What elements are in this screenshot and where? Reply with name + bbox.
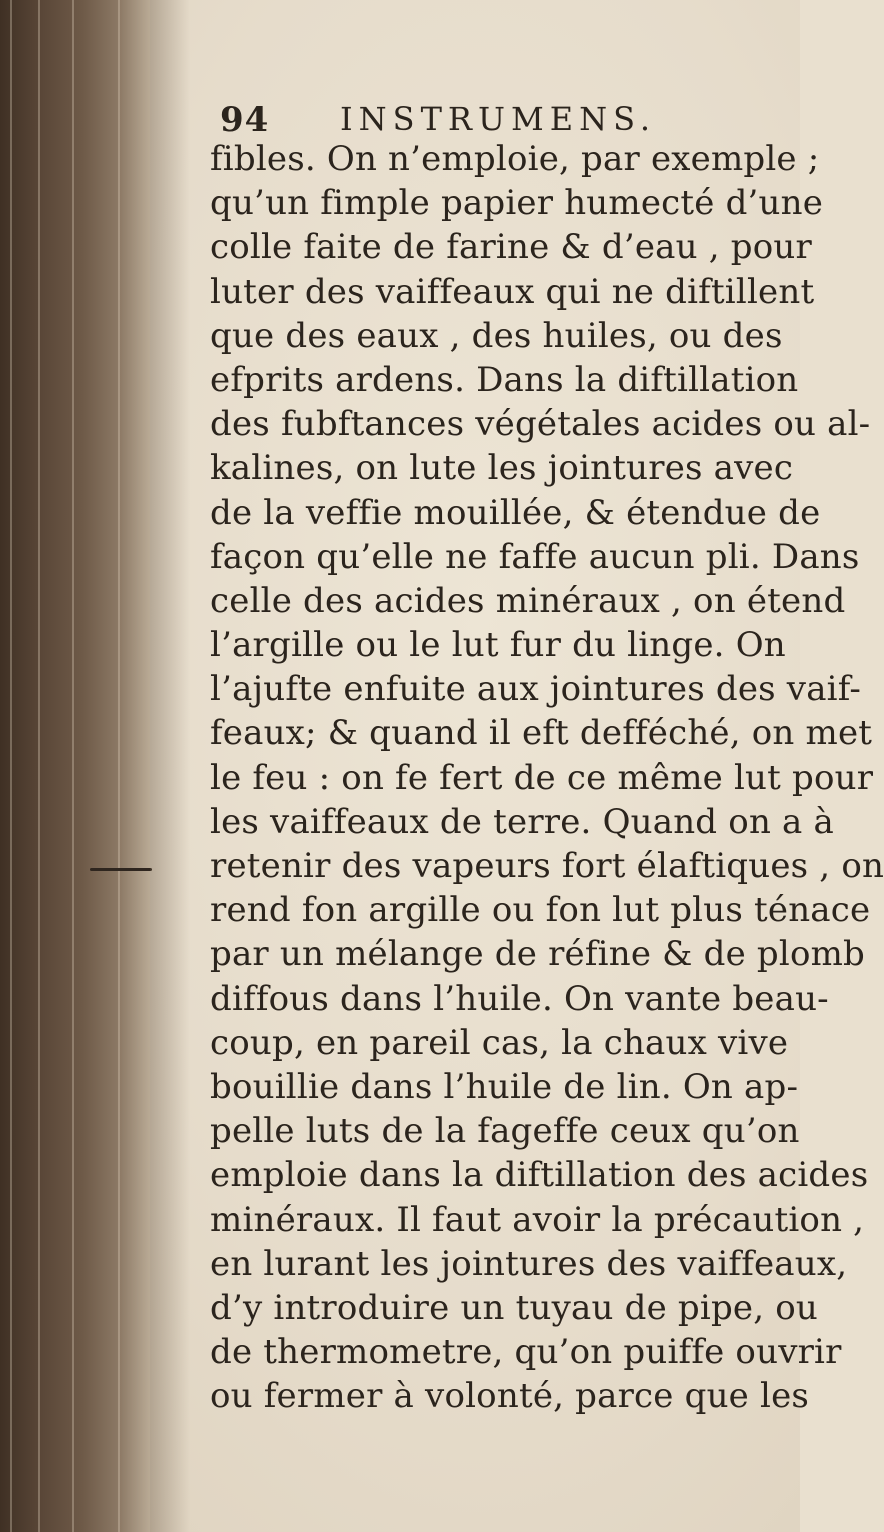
binding-edge-line (118, 0, 120, 1532)
text-line: les vaiffeaux de terre. Quand on a à (210, 801, 834, 842)
binding-edge-line (10, 0, 12, 1532)
text-line: façon qu’elle ne faffe aucun pli. Dans (210, 536, 860, 577)
text-line: luter des vaiffeaux qui ne diftillent (210, 271, 815, 312)
page-fold-shadow (150, 0, 190, 1532)
text-line: fibles. On n’emploie, par exemple ; (210, 139, 820, 179)
text-line: diffous dans l’huile. On vante beau- (210, 978, 829, 1019)
text-line: de thermometre, qu’on puiffe ouvrir (210, 1332, 842, 1373)
text-line: l’argille ou le lut fur du linge. On (210, 625, 786, 666)
text-line: bouillie dans l’huile de lin. On ap- (210, 1066, 799, 1107)
text-line: feaux; & quand il eft defféché, on met (210, 713, 873, 754)
text-line: colle faite de farine & d’eau , pour (210, 227, 812, 268)
text-line: par un mélange de réfine & de plomb (210, 934, 866, 975)
page-header (220, 100, 740, 140)
page-number: 94 (220, 100, 270, 140)
text-line: ou fermer à volonté, parce que les (210, 1376, 810, 1417)
text-line: des fubftances végétales acides ou al- (210, 404, 871, 445)
binding-mark (90, 868, 152, 871)
text-line: de la veffie mouillée, & étendue de (210, 492, 821, 533)
text-line: celle des acides minéraux , on étend (210, 580, 846, 621)
binding-edge-line (38, 0, 40, 1532)
text-line: rend fon argille ou fon lut plus ténace (210, 890, 871, 931)
text-line: kalines, on lute les jointures avec (210, 448, 794, 489)
text-line: coup, en pareil cas, la chaux vive (210, 1022, 789, 1063)
binding-edge-line (72, 0, 74, 1532)
text-line: retenir des vapeurs fort élaftiques , on (210, 846, 884, 886)
text-line: que des eaux , des huiles, ou des (210, 315, 783, 356)
book-binding (0, 0, 150, 1532)
text-line: l’ajufte enfuite aux jointures des vaif- (210, 669, 862, 710)
text-line: d’y introduire un tuyau de pipe, ou (210, 1287, 819, 1328)
running-head: INSTRUMENS. (340, 100, 657, 138)
text-line: efprits ardens. Dans la diftillation (210, 359, 799, 400)
text-line: qu’un fimple papier humecté d’une (210, 183, 824, 224)
text-line: pelle luts de la fageffe ceux qu’on (210, 1111, 800, 1152)
text-line: minéraux. Il faut avoir la précaution , (210, 1199, 865, 1240)
text-line: emploie dans la diftillation des acides (210, 1155, 869, 1196)
text-line: en lurant les jointures des vaiffeaux, (210, 1243, 848, 1284)
body-text (210, 137, 884, 1418)
text-line: le feu : on fe fert de ce même lut pour (210, 757, 874, 798)
